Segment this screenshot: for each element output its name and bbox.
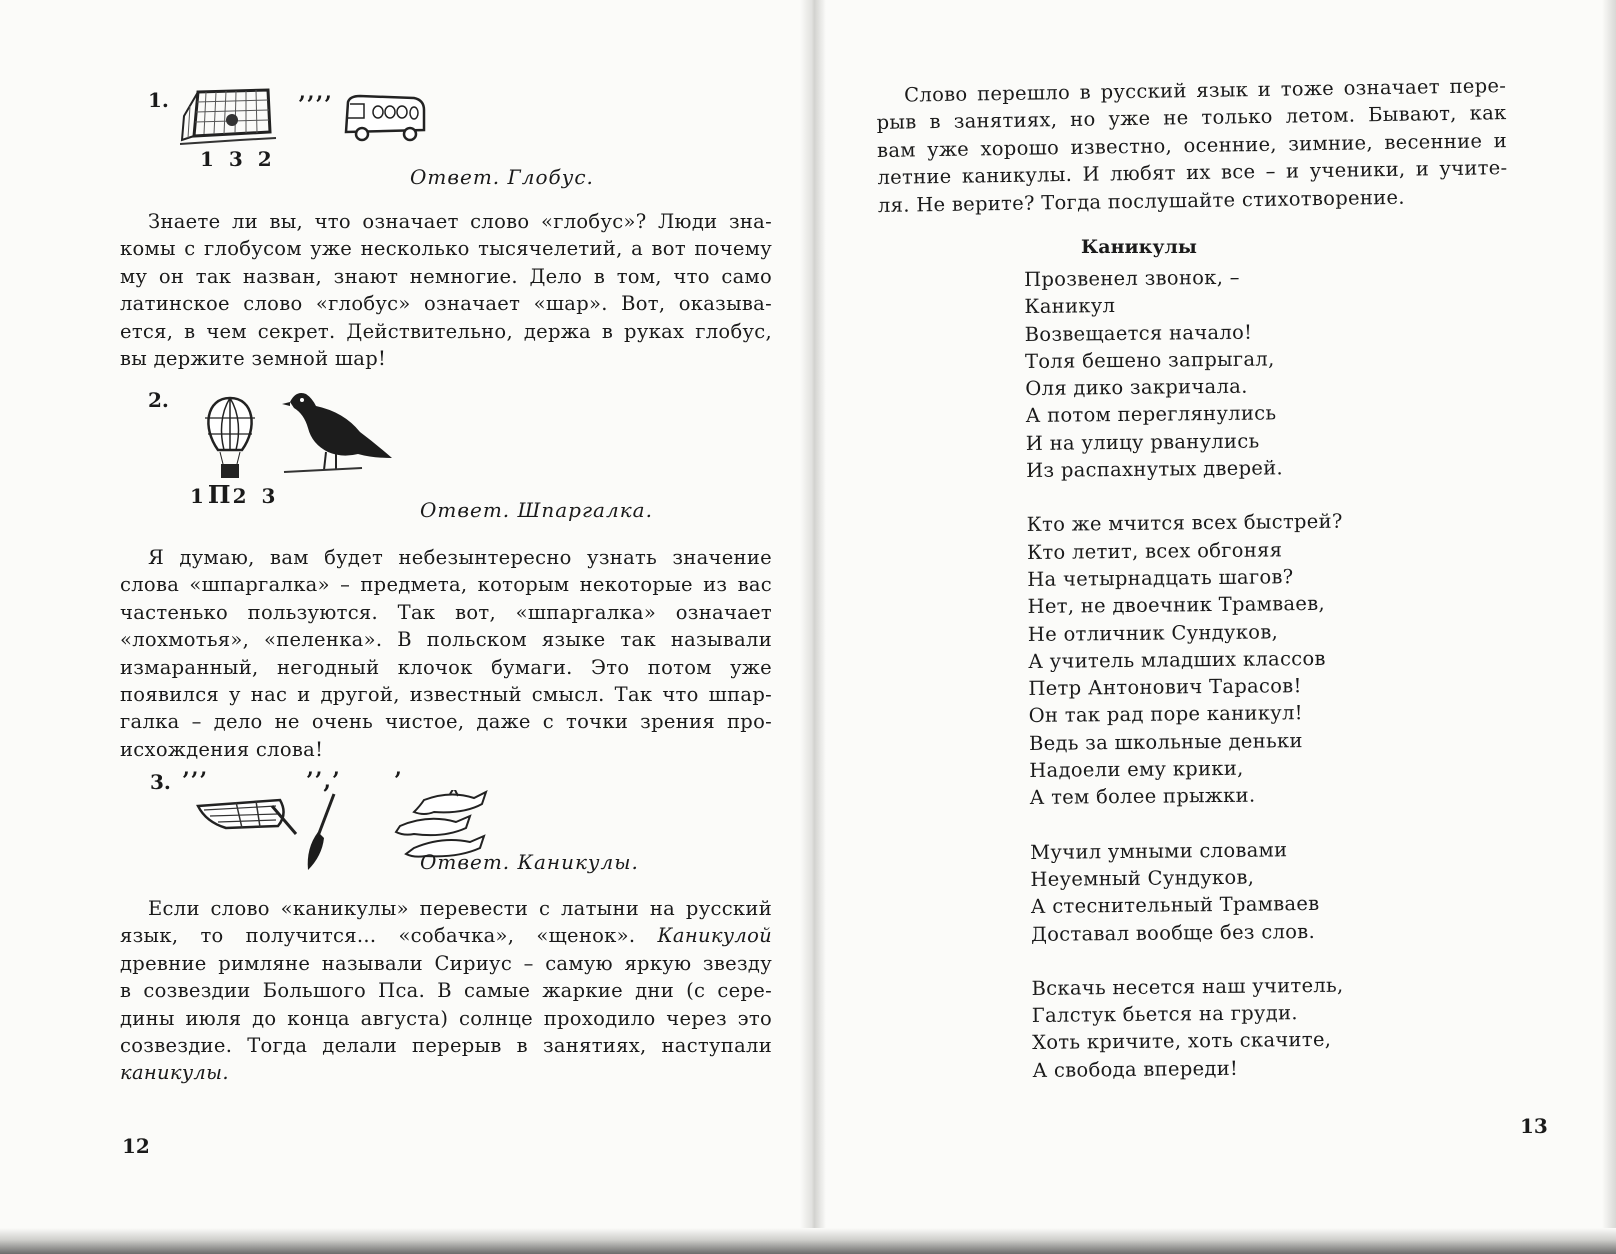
- puzzle-1-digits: 1 3 2: [200, 147, 276, 171]
- text-line: ется, в чем секрет. Действительно, держа в руках глобус,: [120, 319, 772, 343]
- text-line: «лохмотья», «пеленка». В польском языке так называли: [120, 628, 772, 652]
- poem-line: Возвещается начало!: [1024, 320, 1253, 346]
- poem-line: Толя бешено запрыгал,: [1024, 347, 1275, 373]
- puzzle-2-number: 2.: [148, 388, 169, 412]
- hot-air-balloon-icon: [200, 394, 260, 484]
- poem-line: Кто летит, всех обгоняя: [1026, 537, 1283, 564]
- text-fragment: язык, то получится... «собачка», «щенок».: [120, 924, 636, 948]
- poem-line: Петр Антонович Тарасов!: [1028, 674, 1302, 701]
- text-line: дины июля до конца августа) солнце проходило через это: [120, 1006, 772, 1030]
- poem-line: Каникул: [1024, 294, 1116, 319]
- poem-line: А свобода впереди!: [1032, 1056, 1239, 1082]
- poem-title: Каникулы: [1081, 236, 1197, 258]
- poem-stanza-3: [1030, 835, 1347, 947]
- puzzle-1-answer: Ответ. Глобус.: [410, 165, 594, 189]
- text-line: комы с глобусом уже несколько тысячелетий, а вот почему: [120, 237, 772, 261]
- poem: [1024, 263, 1349, 1111]
- page-edge-right: [1602, 0, 1616, 1254]
- text-line: Слово перешло в русский язык и тоже означает пере-: [904, 74, 1507, 107]
- text-line: частенько пользуются. Так вот, «шпаргалка» означает: [120, 600, 772, 624]
- poem-line: А учитель младших классов: [1028, 646, 1326, 673]
- poem-line: Надоели ему крики,: [1029, 756, 1244, 783]
- poem-line: Оля дико закричала.: [1025, 374, 1248, 401]
- paragraph-holidays: [120, 895, 772, 1087]
- italic-term: каникулы.: [120, 1061, 229, 1085]
- puzzle-1-number: 1.: [148, 88, 169, 112]
- text-line: древние римляне называли Сириус – самую яркую звезду: [120, 951, 772, 975]
- puzzle-3-commas-2: ’’,’: [306, 768, 341, 794]
- poem-line: Вскачь несется наш учитель,: [1031, 973, 1344, 1000]
- poem-line: Не отличник Сундуков,: [1027, 619, 1279, 646]
- page-number-right: 13: [1520, 1114, 1548, 1138]
- text-line: исхождения слова!: [120, 737, 324, 761]
- poem-line: На четырнадцать шагов?: [1027, 565, 1294, 591]
- brush-icon: [304, 792, 340, 872]
- digit-prefix: 1: [190, 484, 208, 508]
- puzzle-2-answer: Ответ. Шпаргалка.: [420, 498, 653, 522]
- italic-term: Каникулой: [657, 924, 772, 948]
- goal-net-icon: [180, 86, 278, 146]
- paragraph-cheatsheet: [120, 544, 772, 763]
- text-line: летние каникулы. И любят их все – и ученики, и учите-: [877, 156, 1508, 190]
- puzzle-3-answer: Ответ. Каникулы.: [420, 850, 639, 874]
- poem-line: Прозвенел звонок, –: [1024, 265, 1240, 291]
- digit-suffix: 2 3: [232, 484, 280, 508]
- puzzle-2-digits: [190, 480, 279, 509]
- poem-line: Ведь за школьные деньки: [1028, 728, 1303, 755]
- poem-line: Нет, не двоечник Трамваев,: [1027, 592, 1326, 619]
- poem-stanza-2: [1027, 508, 1346, 812]
- text-line: в созвездии Большого Пса. В самые жаркие дни (с сере-: [120, 979, 772, 1003]
- poem-line: Мучил умными словами: [1030, 837, 1288, 864]
- page-number-left: 12: [122, 1134, 150, 1158]
- paragraph-intro: [876, 72, 1508, 219]
- text-line: слова «шпаргалка» – предмета, которым некоторые из вас: [120, 573, 772, 597]
- text-line: вы держите земной шар!: [120, 347, 387, 371]
- puzzle-3-commas-1: ’’’: [182, 768, 208, 794]
- poem-line: А потом переглянулись: [1025, 401, 1277, 428]
- poem-stanza-4: [1031, 971, 1348, 1083]
- poem-stanza-1: [1024, 263, 1342, 485]
- puzzle-3-number: 3.: [150, 770, 171, 794]
- text-line: появился у нас и другой, известный смысл. Так что шпар-: [120, 683, 772, 707]
- text-line: Знаете ли вы, что означает слово «глобус»? Люди зна-: [148, 210, 772, 233]
- poem-line: Неуемный Сундуков,: [1030, 865, 1255, 891]
- digit-letter: П: [207, 480, 233, 509]
- bus-icon: [340, 92, 430, 144]
- paragraph-globe: [120, 208, 772, 372]
- boat-icon: [196, 792, 300, 838]
- puzzle-3-commas-3: ’: [394, 768, 403, 794]
- poem-line: И на улицу рванулись: [1025, 429, 1260, 455]
- poem-line: Он так рад поре каникул!: [1028, 701, 1303, 728]
- poem-line: Хоть кричите, хоть скачите,: [1032, 1028, 1332, 1055]
- puzzle-1-commas: ’’’’: [298, 92, 333, 118]
- text-line: Если слово «каникулы» перевести с латыни на русский: [148, 897, 772, 920]
- text-line: вам уже хорошо известно, осенние, зимние, весенние и: [876, 128, 1508, 162]
- right-page: [826, 0, 1602, 1230]
- crow-icon: [282, 388, 394, 478]
- text-line: галка – дело не очень чистое, даже с точки зрения про-: [120, 710, 772, 734]
- poem-line: А стеснительный Трамваев: [1030, 892, 1320, 919]
- book-gutter: [800, 0, 826, 1254]
- text-line: созвездие. Тогда делали перерыв в занятиях, наступали: [120, 1034, 772, 1058]
- text-line: ля. Не верите? Тогда послушайте стихотворение.: [877, 185, 1405, 217]
- poem-line: А тем более прыжки.: [1029, 783, 1256, 810]
- text-line: [120, 922, 772, 949]
- poem-line: Галстук бьется на груди.: [1031, 1001, 1298, 1028]
- text-line: му он так назван, знают немногие. Дело в том, что само: [120, 264, 772, 288]
- poem-line: Из распахнутых дверей.: [1026, 456, 1284, 483]
- left-page: [0, 0, 800, 1230]
- poem-line: Доставал вообще без слов.: [1030, 919, 1316, 946]
- page-edge-bottom: [0, 1228, 1616, 1254]
- text-line: измаранный, негодный клочок бумаги. Это потом уже: [120, 655, 772, 679]
- poem-line: Кто же мчится всех быстрей?: [1026, 510, 1343, 537]
- text-line: рыв в занятиях, но уже не только летом. Бывают, как: [876, 101, 1507, 135]
- text-line: латинское слово «глобус» означает «шар». Вот, оказыва-: [120, 292, 772, 316]
- text-line: Я думаю, вам будет небезынтересно узнать значение: [148, 546, 772, 569]
